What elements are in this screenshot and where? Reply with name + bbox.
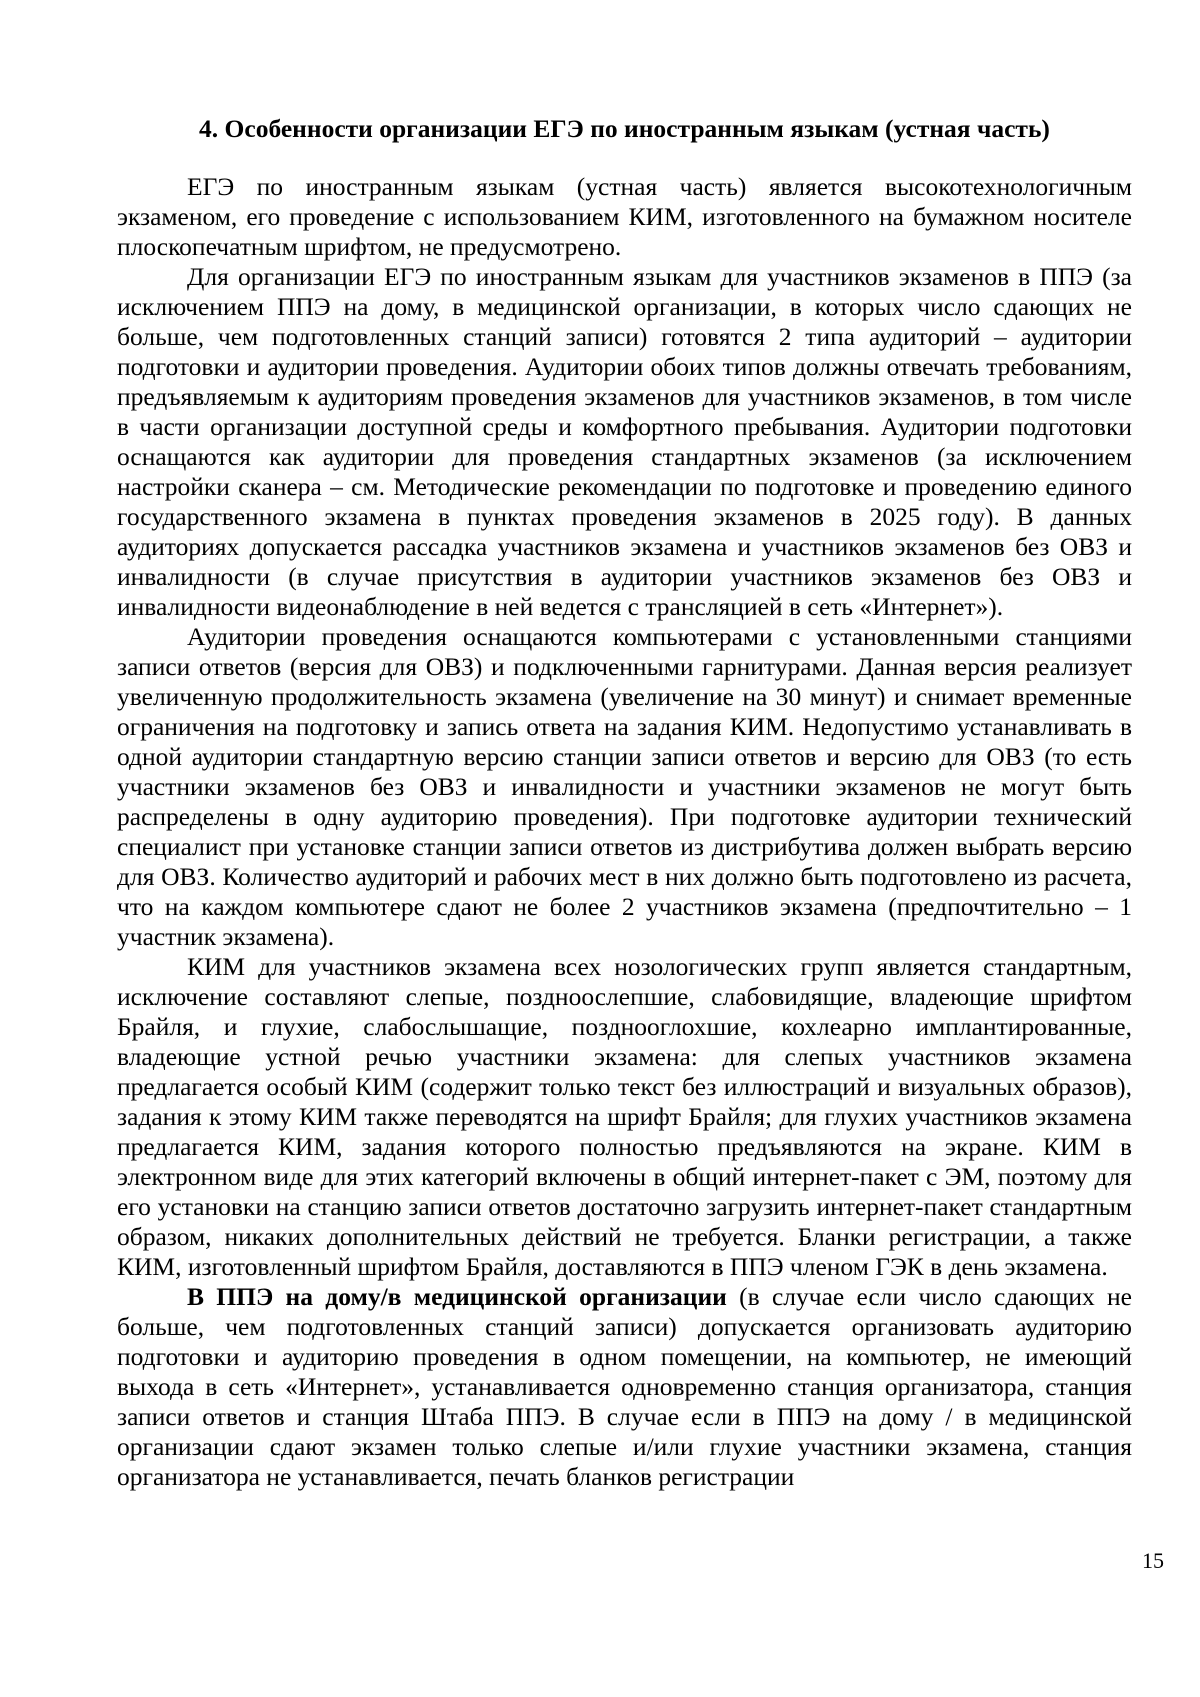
paragraph-4: КИМ для участников экзамена всех нозологических групп является стандартным, исключение составляют слепые, поздноослепшие, слабовидящие, владеющие шрифтом Брайля, и глухие, слабослышащие, позднооглохшие, кохлеарно имплантированные, владеющие устной речью участники экзамена: для слепых участников экзамена предлагается особый КИМ (содержит только текст без иллюстраций и визуальных образов), задания к этому КИМ также переводятся на шрифт Брайля; для глухих участников экзамена предлагается КИМ, задания которого полностью предъявляются на экране. КИМ в электронном виде для этих категорий включены в общий интернет-пакет с ЭМ, поэтому для его установки на станцию записи ответов достаточно загрузить интернет-пакет стандартным образом, никаких дополнительных действий не требуется. Бланки регистрации, а также КИМ, изготовленный шрифтом Брайля, доставляются в ППЭ членом ГЭК в день экзамена. [117, 952, 1132, 1281]
paragraph-1: ЕГЭ по иностранным языкам (устная часть) является высокотехнологичным экзаменом, его проведение с использованием КИМ, изготовленного на бумажном носителе плоскопечатным шрифтом, не предусмотрено. [117, 172, 1132, 261]
paragraph-5 [117, 1282, 1132, 1492]
section-heading: 4. Особенности организации ЕГЭ по иностранным языкам (устная часть) [199, 114, 1050, 143]
paragraph-3: Аудитории проведения оснащаются компьютерами с установленными станциями записи ответов (версия для ОВЗ) и подключенными гарнитурами. Данная версия реализует увеличенную продолжительность экзамена (увеличение на 30 минут) и снимает временные ограничения на подготовку и запись ответа на задания КИМ. Недопустимо устанавливать в одной аудитории стандартную версию станции записи ответов и версию для ОВЗ (то есть участники экзаменов без ОВЗ и инвалидности и участники экзаменов не могут быть распределены в одну аудиторию проведения). При подготовке аудитории технический специалист при установке станции записи ответов из дистрибутива должен выбрать версию для ОВЗ. Количество аудиторий и рабочих мест в них должно быть подготовлено из расчета, что на каждом компьютере сдают не более 2 участников экзамена (предпочтительно – 1 участник экзамена). [117, 622, 1132, 951]
paragraph-2: Для организации ЕГЭ по иностранным языкам для участников экзаменов в ППЭ (за исключением ППЭ на дому, в медицинской организации, в которых число сдающих не больше, чем подготовленных станций записи) готовятся 2 типа аудиторий – аудитории подготовки и аудитории проведения. Аудитории обоих типов должны отвечать требованиям, предъявляемым к аудиториям проведения экзаменов для участников экзаменов, в том числе в части организации доступной среды и комфортного пребывания. Аудитории подготовки оснащаются как аудитории для проведения стандартных экзаменов (за исключением настройки сканера – см. Методические рекомендации по подготовке и проведению единого государственного экзамена в пунктах проведения экзаменов в 2025 году). В данных аудиториях допускается рассадка участников экзамена и участников экзаменов без ОВЗ и инвалидности (в случае присутствия в аудитории участников экзаменов без ОВЗ и инвалидности видеонаблюдение в ней ведется с трансляцией в сеть «Интернет»). [117, 262, 1132, 621]
paragraph-5-text: (в случае если число сдающих не больше, чем подготовленных станций записи) допускается организовать аудиторию подготовки и аудиторию проведения в одном помещении, на компьютер, не имеющий выхода в сеть «Интернет», устанавливается одновременно станция организатора, станция записи ответов и станция Штаба ППЭ. В случае если в ППЭ на дому / в медицинской организации сдают экзамен только слепые и/или глухие участники экзамена, станция организатора не устанавливается, печать бланков регистрации [117, 1282, 1132, 1491]
page-number: 15 [1142, 1548, 1164, 1573]
paragraph-5-bold-lead: В ППЭ на дому/в медицинской организации [187, 1282, 727, 1311]
body-text [117, 172, 1132, 1492]
